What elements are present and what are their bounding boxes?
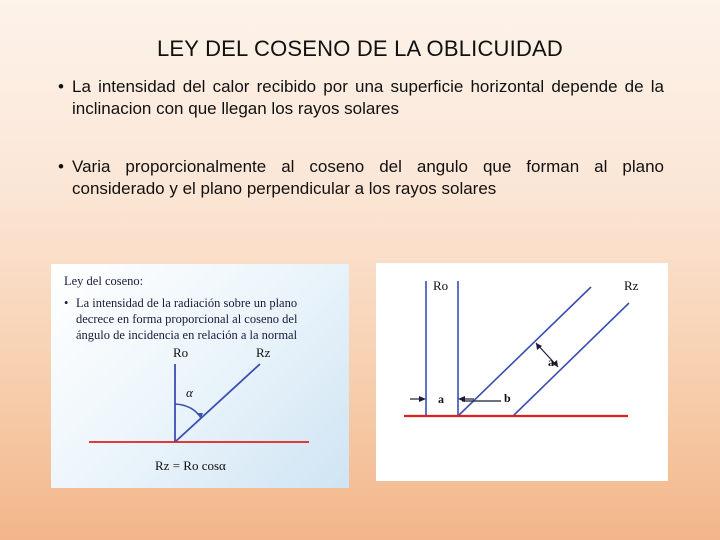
cosine-law-figure — [51, 264, 349, 488]
label-rz: Rz — [256, 345, 271, 360]
bullet-text-1: La intensidad del calor recibido por una superficie horizontal depende de la inclinacion con que llegan los rayos solares — [72, 77, 664, 118]
figure-heading: Ley del coseno: — [64, 274, 144, 288]
bullet-item-1 — [58, 76, 664, 120]
beam-width-figure — [376, 263, 668, 481]
figure-bullet-line-2: decrece en forma proporcional al coseno del — [76, 312, 298, 326]
label-rz: Rz — [624, 278, 639, 293]
formula: Rz = Ro cosα — [155, 458, 226, 473]
label-alpha: α — [186, 385, 193, 400]
bullet-dot: • — [58, 157, 64, 176]
figure-bullet-line-1: La intensidad de la radiación sobre un plano — [76, 296, 298, 310]
arrowhead — [419, 396, 426, 402]
label-a-top: a — [548, 355, 554, 369]
bullet-dot: • — [58, 77, 64, 96]
ray-rz-line — [175, 364, 260, 442]
label-ro: Ro — [173, 345, 189, 360]
label-ro: Ro — [433, 278, 449, 293]
figure-bullet-dot: • — [64, 296, 69, 310]
ray-rz-upper — [513, 303, 629, 416]
ray-rz-lower — [458, 287, 591, 416]
bullet-item-2 — [58, 156, 664, 200]
slide-title: LEY DEL COSENO DE LA OBLICUIDAD — [156, 36, 563, 61]
bullet-text-2: Varia proporcionalmente al coseno del angulo que forman al plano considerado y el plano perpendicular a los rayos solares — [72, 157, 664, 198]
label-a-bottom: a — [438, 392, 444, 406]
figure-bullet-line-3: ángulo de incidencia en relación a la normal — [76, 328, 298, 342]
beam-width-diagram — [376, 263, 668, 481]
angle-arc — [175, 404, 201, 418]
cosine-law-diagram — [51, 264, 349, 488]
bullet-list — [58, 76, 664, 200]
label-b: b — [504, 391, 511, 405]
